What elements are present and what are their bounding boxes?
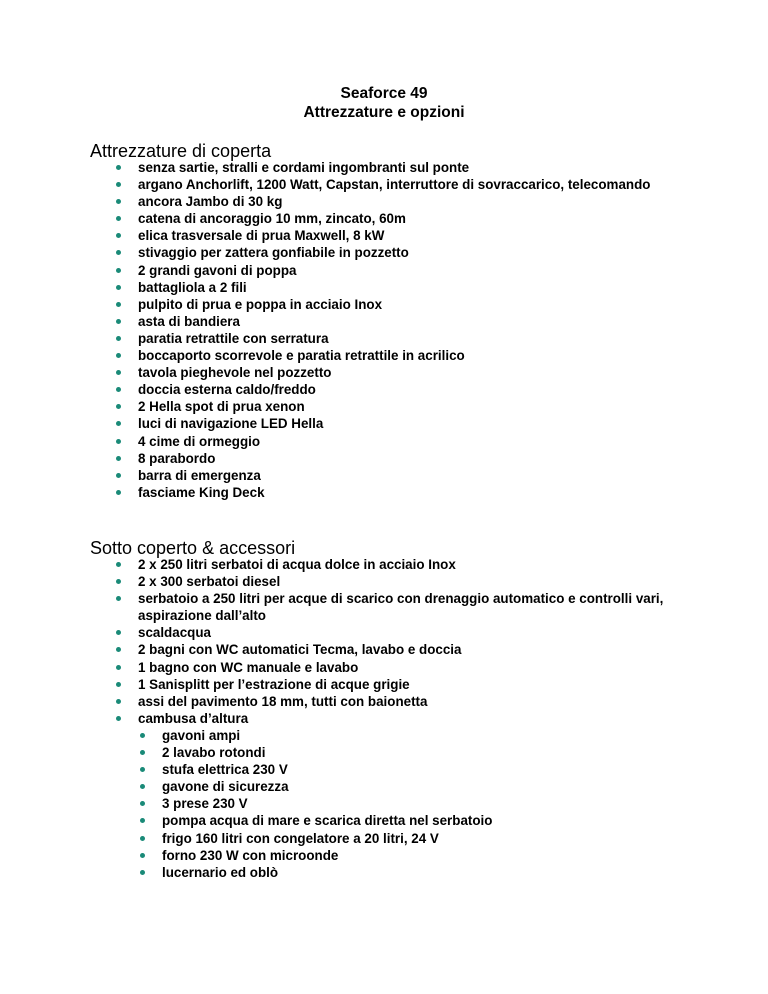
- list-item: [114, 398, 674, 415]
- bullet-icon: [116, 439, 121, 444]
- list-item-text: 2 x 250 litri serbatoi di acqua dolce in acciaio Inox: [138, 557, 456, 572]
- list-item-text: 3 prese 230 V: [162, 796, 248, 812]
- list-item-text: 2 bagni con WC automatici Tecma, lavabo e doccia: [138, 642, 462, 658]
- list-item: [114, 624, 674, 641]
- bullet-icon: [116, 596, 121, 601]
- bullet-icon: [140, 767, 145, 772]
- list-item-text: paratia retrattile con serratura: [138, 330, 329, 346]
- list-item-text: gavone di sicurezza: [162, 779, 289, 795]
- list-item: [114, 159, 674, 176]
- bullet-icon: [116, 421, 121, 426]
- list-item-text: pompa acqua di mare e scarica diretta nel serbatoio: [162, 813, 493, 829]
- list-item: [138, 778, 674, 795]
- bullet-icon: [116, 319, 121, 324]
- list-item-text: serbatoio a 250 litri per acque di scarico con drenaggio automatico e controlli vari, aspirazione dall’alto: [138, 591, 664, 624]
- bullet-icon: [116, 182, 121, 187]
- section-heading-deck: Attrezzature di coperta: [90, 141, 272, 161]
- list-item: [138, 864, 674, 881]
- bullet-icon: [116, 233, 121, 238]
- list-item-text: elica trasversale di prua Maxwell, 8 kW: [138, 228, 385, 244]
- list-item: [114, 313, 674, 330]
- list-item: [114, 450, 674, 467]
- list-item-text: doccia esterna caldo/freddo: [138, 382, 316, 398]
- list-item-text: forno 230 W con microonde: [162, 847, 339, 863]
- bullet-icon: [140, 784, 145, 789]
- bullet-icon: [116, 473, 121, 478]
- list-item: [138, 847, 674, 864]
- bullet-icon: [116, 647, 121, 652]
- list-item: [114, 556, 674, 573]
- bullet-icon: [116, 302, 121, 307]
- list-item: [138, 795, 674, 812]
- list-item-text: pulpito di prua e poppa in acciaio Inox: [138, 296, 383, 312]
- list-item-text: frigo 160 litri con congelatore a 20 litri, 24 V: [162, 830, 439, 846]
- bullet-icon: [116, 404, 121, 409]
- list-item-text: lucernario ed oblò: [162, 864, 279, 880]
- list-item: [114, 279, 674, 296]
- bullet-icon: [140, 750, 145, 755]
- list-item-text: luci di navigazione LED Hella: [138, 416, 324, 432]
- list-item-text: tavola pieghevole nel pozzetto: [138, 365, 332, 381]
- bullet-icon: [140, 801, 145, 806]
- bullet-icon: [116, 562, 121, 567]
- list-item: [114, 330, 674, 347]
- list-item-text: 2 Hella spot di prua xenon: [138, 399, 305, 415]
- list-item: [114, 262, 674, 279]
- list-item-text: gavoni ampi: [162, 727, 241, 743]
- list-item: [114, 193, 674, 210]
- list-item-text: assi del pavimento 18 mm, tutti con baionetta: [138, 693, 428, 709]
- bullet-icon: [116, 216, 121, 221]
- list-item-text: stivaggio per zattera gonfiabile in pozzetto: [138, 245, 409, 261]
- bullet-icon: [116, 579, 121, 584]
- bullet-icon: [140, 870, 145, 875]
- list-item-text: 2 grandi gavoni di poppa: [138, 262, 297, 278]
- bullet-icon: [116, 268, 121, 273]
- list-item-text: 2 x 300 serbatoi diesel: [138, 574, 281, 590]
- bullet-icon: [116, 250, 121, 255]
- list-item: [138, 830, 674, 847]
- list-item-text: argano Anchorlift, 1200 Watt, Capstan, interruttore di sovraccarico, telecomando: [138, 177, 651, 193]
- below-deck-list: [114, 556, 674, 881]
- deck-equipment-list: [114, 159, 674, 501]
- list-item: [114, 590, 674, 624]
- list-item-text: senza sartie, stralli e cordami ingombranti sul ponte: [138, 160, 470, 175]
- bullet-icon: [140, 733, 145, 738]
- bullet-icon: [116, 456, 121, 461]
- list-item: [114, 676, 674, 693]
- bullet-icon: [116, 630, 121, 635]
- bullet-icon: [116, 285, 121, 290]
- list-item-text: catena di ancoraggio 10 mm, zincato, 60m: [138, 211, 406, 227]
- bullet-icon: [116, 199, 121, 204]
- list-item-text: 1 bagno con WC manuale e lavabo: [138, 659, 359, 675]
- bullet-icon: [140, 853, 145, 858]
- bullet-icon: [116, 665, 121, 670]
- section-heading-below-deck: Sotto coperto & accessori: [90, 538, 296, 558]
- list-item-text: 1 Sanisplitt per l’estrazione di acque grigie: [138, 676, 410, 692]
- list-item: [114, 296, 674, 313]
- list-item: [114, 659, 674, 676]
- list-item-text: battagliola a 2 fili: [138, 279, 247, 295]
- list-item-text: 4 cime di ormeggio: [138, 433, 261, 449]
- list-item: [114, 573, 674, 590]
- list-item-text: 2 lavabo rotondi: [162, 745, 266, 761]
- list-item: [138, 812, 674, 829]
- list-item: [114, 641, 674, 658]
- bullet-icon: [116, 387, 121, 392]
- title-block: [0, 84, 768, 122]
- bullet-icon: [116, 490, 121, 495]
- bullet-icon: [116, 682, 121, 687]
- list-item: [138, 727, 674, 744]
- list-item: [114, 176, 674, 193]
- list-item: [114, 467, 674, 484]
- list-item: [114, 364, 674, 381]
- list-item-text: barra di emergenza: [138, 467, 261, 483]
- list-item: [114, 347, 674, 364]
- bullet-icon: [116, 699, 121, 704]
- list-item: [114, 210, 674, 227]
- list-item-text: scaldacqua: [138, 625, 211, 641]
- bullet-icon: [116, 353, 121, 358]
- list-item-text: stufa elettrica 230 V: [162, 762, 288, 778]
- list-item: [114, 433, 674, 450]
- bullet-icon: [116, 165, 121, 170]
- list-item: [114, 381, 674, 398]
- list-item: [138, 761, 674, 778]
- bullet-icon: [140, 818, 145, 823]
- list-item: [114, 710, 674, 881]
- bullet-icon: [140, 836, 145, 841]
- list-item-text: cambusa d’altura: [138, 710, 249, 726]
- list-item: [114, 415, 674, 432]
- list-item: [114, 244, 674, 261]
- bullet-icon: [116, 370, 121, 375]
- bullet-icon: [116, 716, 121, 721]
- bullet-icon: [116, 336, 121, 341]
- list-item-text: ancora Jambo di 30 kg: [138, 194, 283, 210]
- document-subtitle: Attrezzature e opzioni: [303, 104, 465, 121]
- list-item: [114, 693, 674, 710]
- list-item: [138, 744, 674, 761]
- galley-sublist: [138, 727, 674, 881]
- list-item-text: asta di bandiera: [138, 313, 240, 329]
- list-item-text: 8 parabordo: [138, 450, 216, 466]
- list-item: [114, 227, 674, 244]
- document-title: Seaforce 49: [340, 85, 428, 102]
- list-item: [114, 484, 674, 501]
- list-item-text: fasciame King Deck: [138, 484, 265, 500]
- list-item-text: boccaporto scorrevole e paratia retrattile in acrilico: [138, 348, 465, 364]
